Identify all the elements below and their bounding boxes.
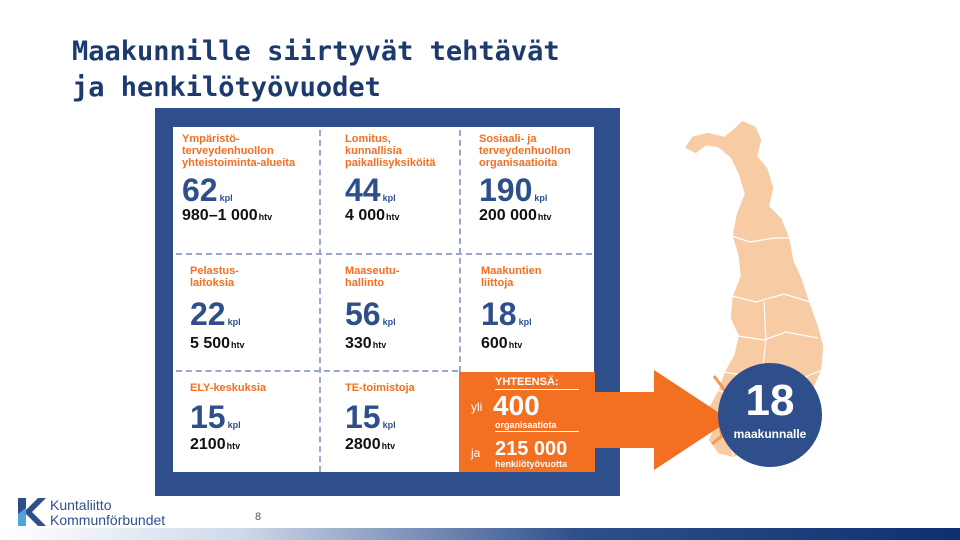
stat-count: 15 — [190, 399, 226, 435]
stat-count-unit: kpl — [227, 420, 241, 430]
stat-label: Sosiaali- ja terveydenhuollon organisaatioita — [479, 133, 571, 169]
total-organisations-label: organisaatiota — [495, 420, 557, 430]
stat-count: 56 — [345, 296, 381, 332]
stat-htv-unit: htv — [231, 340, 245, 350]
stat-htv: 2100 — [190, 436, 226, 453]
grid-divider-vertical-2 — [459, 130, 461, 372]
stat-htv-unit: htv — [372, 340, 387, 350]
stat-count: 22 — [190, 296, 226, 332]
stat-cell-ely-keskukset — [190, 382, 266, 454]
stat-cell-ymparistoterveydenhuolto — [182, 133, 295, 225]
stat-count-unit: kpl — [382, 193, 396, 203]
stat-label: Maakuntien liittoja — [481, 265, 542, 289]
stat-count: 18 — [481, 296, 517, 332]
stat-htv: 980–1 000 — [182, 207, 258, 224]
stat-cell-maakuntien-liitot — [481, 265, 542, 353]
kuntaliitto-logo-icon — [16, 496, 46, 528]
stat-htv-unit: htv — [386, 212, 400, 222]
stat-cell-lomitus — [345, 133, 436, 225]
result-label: maakunnalle — [733, 427, 807, 441]
stat-count: 62 — [182, 172, 218, 208]
total-ja: ja — [471, 446, 481, 460]
total-divider — [495, 431, 579, 432]
result-circle — [718, 363, 822, 467]
slide-title: Maakunnille siirtyvät tehtävät ja henkilötyövuodet — [72, 36, 560, 103]
grid-divider-horizontal-1 — [176, 253, 592, 255]
stat-htv: 4 000 — [345, 207, 386, 224]
stat-cell-te-toimistot — [345, 382, 415, 454]
stat-cell-sote — [479, 133, 571, 225]
stat-label: Ympäristö- terveydenhuollon yhteistoiminta-alueita — [182, 133, 296, 169]
stat-label: TE-toimistoja — [345, 382, 415, 394]
grid-divider-horizontal-2 — [176, 370, 458, 372]
stat-count-unit: kpl — [518, 317, 532, 327]
stat-htv-unit: htv — [508, 340, 523, 350]
stat-htv: 330 — [345, 335, 372, 352]
stat-count: 15 — [345, 399, 381, 435]
stat-count-unit: kpl — [382, 420, 396, 430]
total-box — [459, 372, 595, 472]
stat-label: ELY-keskuksia — [190, 382, 267, 394]
stat-count-unit: kpl — [534, 193, 548, 203]
stat-count: 190 — [479, 172, 533, 208]
stat-htv: 2800 — [345, 436, 381, 453]
total-header: YHTEENSÄ: — [495, 376, 559, 388]
total-person-years: 215 000 — [495, 438, 568, 460]
stat-htv-unit: htv — [537, 212, 552, 222]
page-number: 8 — [255, 511, 262, 523]
stat-htv: 200 000 — [479, 207, 537, 224]
result-count: 18 — [745, 376, 795, 425]
grid-divider-vertical-1 — [319, 130, 321, 472]
stat-htv: 5 500 — [190, 335, 231, 352]
total-organisations: 400 — [493, 390, 540, 421]
stat-htv-unit: htv — [258, 212, 273, 222]
stat-count-unit: kpl — [382, 317, 396, 327]
footer-bar — [0, 528, 960, 540]
arrow-right-icon — [590, 370, 730, 470]
stat-cell-pelastuslaitokset — [190, 265, 245, 353]
stat-htv-unit: htv — [226, 441, 241, 451]
stat-count-unit: kpl — [219, 193, 233, 203]
stat-htv: 600 — [481, 335, 508, 352]
total-yli: yli — [471, 400, 483, 414]
stat-count: 44 — [345, 172, 381, 208]
total-person-years-label: henkilötyövuotta — [495, 459, 568, 469]
stat-label: Lomitus, kunnallisia paikallisyksiköitä — [345, 133, 436, 169]
stat-label: Maaseutu- hallinto — [345, 265, 400, 289]
logo-text: Kuntaliitto Kommunförbundet — [50, 497, 166, 528]
stat-count-unit: kpl — [227, 317, 241, 327]
stat-label: Pelastus- laitoksia — [190, 265, 239, 289]
stat-cell-maaseutuhallinto — [345, 265, 399, 353]
stat-htv-unit: htv — [381, 441, 396, 451]
